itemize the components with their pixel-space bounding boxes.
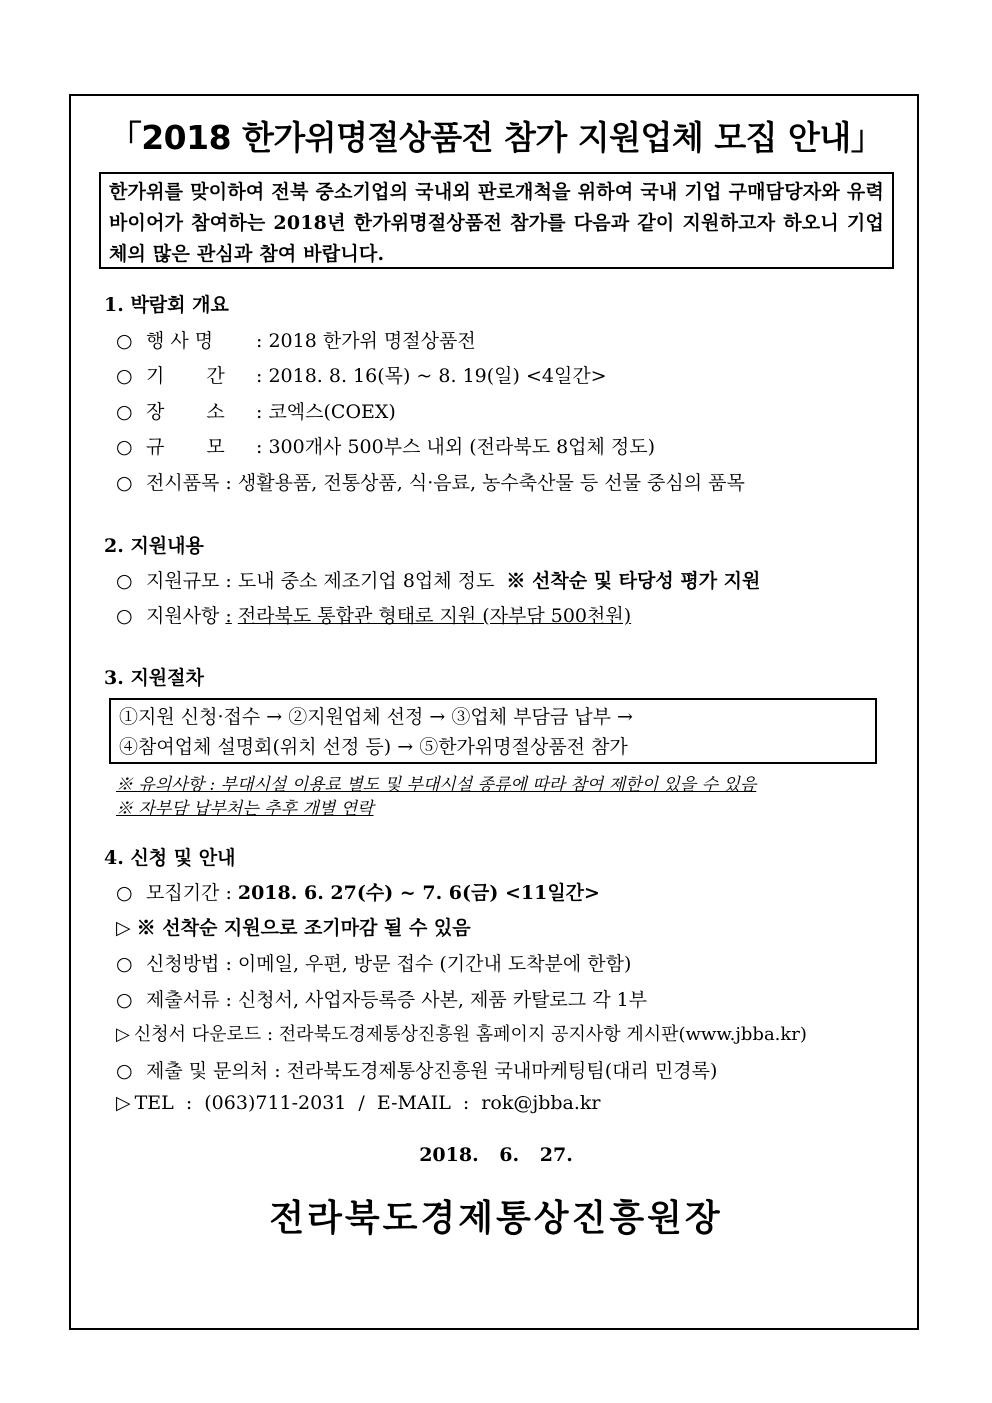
bullet-icon: ○ (116, 953, 133, 975)
intro-box: 한가위를 맞이하여 전북 중소기업의 국내외 판로개척을 위하여 국내 기업 구매담당자와 유력바이어가 참여하는 2018년 한가위명절상품전 참가를 다음과 같이 지원하고자 하오니 기업체의 많은 관심과 참여 바랍니다. (99, 172, 894, 269)
issue-date: 2018. 6. 27. (419, 1144, 573, 1166)
bullet-icon: ○ (116, 605, 133, 627)
s1-item-venue (116, 397, 396, 424)
bullet-icon: ○ (116, 1060, 133, 1082)
s4-tel (116, 1092, 601, 1114)
s4-contact (116, 1056, 717, 1083)
s4-documents-text: 제출서류 : 신청서, 사업자등록증 사본, 제품 카탈로그 각 1부 (146, 989, 648, 1011)
s2-scale-label: 지원규모 (146, 570, 220, 592)
s4-download-text: 신청서 다운로드 : 전라북도경제통상진흥원 홈페이지 공지사항 게시판(www.jbba.kr) (133, 1024, 807, 1045)
s4-download (116, 1020, 807, 1046)
procedure-note-1: ※ 유의사항 : 부대시설 이용료 별도 및 부대시설 종류에 따라 참여 제한이 있을 수 있음 (116, 775, 757, 795)
bullet-icon: ○ (116, 365, 133, 387)
s2-support-detail (116, 601, 631, 628)
s1-item-value: : 코엑스(COEX) (256, 401, 396, 423)
section4-heading: 4. 신청 및 안내 (104, 847, 236, 869)
s4-method (116, 949, 631, 976)
procedure-line-2: ④참여업체 설명회(위치 선정 등) → ⑤한가위명절상품전 참가 (119, 736, 628, 758)
s4-early-note-text: ※ 선착순 지원으로 조기마감 될 수 있음 (136, 917, 471, 939)
s1-item-value: : 생활용품, 전통상품, 식·음료, 농수축산물 등 선물 중심의 품목 (225, 472, 745, 494)
s4-documents (116, 985, 647, 1012)
bullet-icon: ○ (116, 472, 133, 494)
procedure-line-1: ①지원 신청·접수 → ②지원업체 선정 → ③업체 부담금 납부 → (119, 706, 633, 728)
procedure-box (109, 698, 877, 764)
section2-heading: 2. 지원내용 (104, 535, 204, 557)
s4-method-text: 신청방법 : 이메일, 우편, 방문 접수 (기간내 도착분에 한함) (146, 953, 632, 975)
arrow-icon: ▷ (116, 1092, 131, 1114)
bullet-icon: ○ (116, 330, 133, 352)
s1-item-value: : 300개사 500부스 내외 (전라북도 8업체 정도) (256, 436, 656, 458)
s2-scale-note: ※ 선착순 및 타당성 평가 지원 (506, 570, 761, 592)
arrow-icon: ▷ (116, 1024, 130, 1045)
bullet-icon: ○ (116, 570, 133, 592)
s4-tel-text: TEL : (063)711-2031 / E-MAIL : rok@jbba.kr (134, 1092, 601, 1114)
s1-item-label: 기 간 (146, 365, 225, 387)
s4-period-value: 2018. 6. 27(수) ~ 7. 6(금) <11일간> (237, 882, 600, 904)
s1-item-products (116, 468, 745, 495)
s2-support-scale (116, 566, 760, 593)
s2-scale-value: : 도내 중소 제조기업 8업체 정도 (225, 570, 495, 592)
s1-item-label: 장 소 (146, 401, 225, 423)
s4-contact-text: 제출 및 문의처 : 전라북도경제통상진흥원 국내마케팅팀(대리 민경록) (146, 1060, 718, 1082)
section3-heading: 3. 지원절차 (104, 667, 204, 689)
s4-early-note (116, 913, 471, 940)
s1-item-label: 행 사 명 (146, 330, 214, 352)
s1-item-scale (116, 432, 655, 459)
bullet-icon: ○ (116, 436, 133, 458)
page-title: 「2018 한가위명절상품전 참가 지원업체 모집 안내」 (108, 118, 884, 157)
s4-period-label: 모집기간 : (146, 882, 232, 904)
bullet-icon: ○ (116, 989, 133, 1011)
s1-item-value: : 2018. 8. 16(목) ~ 8. 19(일) <4일간> (256, 365, 607, 387)
s1-item-label: 전시품목 (146, 472, 220, 494)
procedure-note-2: ※ 자부담 납부처는 추후 개별 연락 (116, 799, 374, 819)
s2-detail-value: 전라북도 통합관 형태로 지원 (자부담 500천원) (237, 605, 632, 627)
arrow-icon: ▷ (116, 917, 131, 939)
s1-item-label: 규 모 (146, 436, 225, 458)
section1-heading: 1. 박람회 개요 (104, 294, 229, 316)
s1-item-event-name (116, 326, 476, 353)
bullet-icon: ○ (116, 882, 133, 904)
s4-period (116, 878, 600, 905)
s1-item-value: : 2018 한가위 명절상품전 (256, 330, 476, 352)
s1-item-period (116, 361, 607, 388)
signature: 전라북도경제통상진흥원장 (269, 1197, 723, 1239)
s2-detail-colon: : (225, 605, 232, 627)
bullet-icon: ○ (116, 401, 133, 423)
s2-detail-label: 지원사항 (146, 605, 220, 627)
